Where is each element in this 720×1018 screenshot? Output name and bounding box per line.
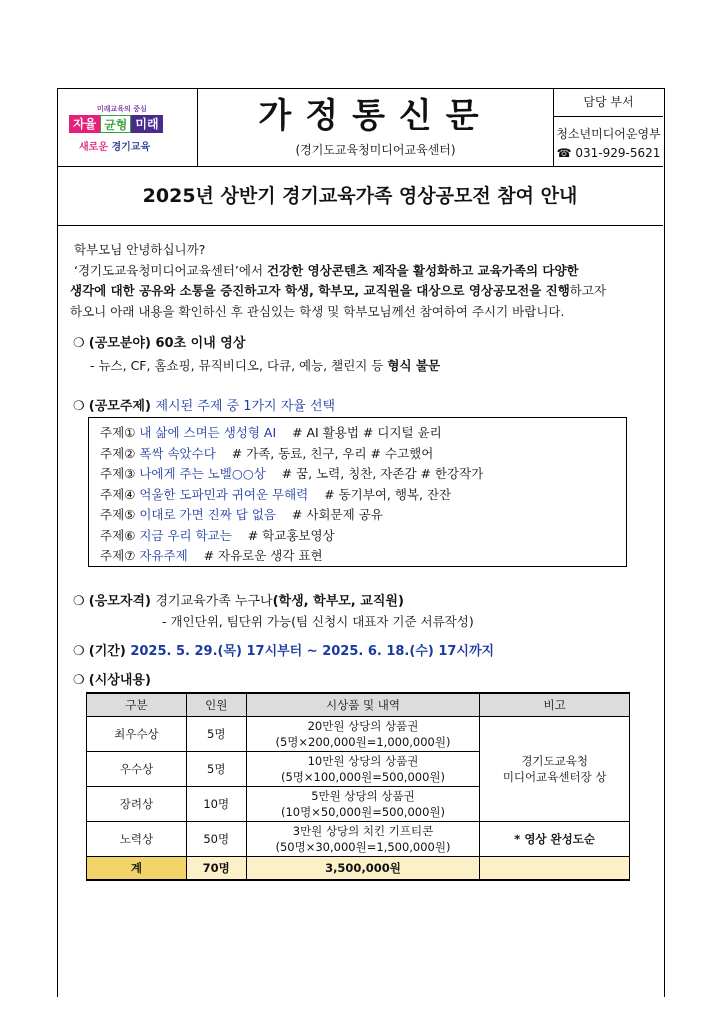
total-count: 70명 [186,857,246,881]
logo-slogan-1: 새로운 [79,142,108,153]
intro-paragraph [70,240,660,322]
logo-tagline: 미래교육의 중심 [97,105,147,113]
header-note: 비고 [480,693,630,717]
logo-words [69,115,163,133]
logo-word-3: 미래 [131,115,162,133]
topic-item: 주제⑦ 자유주제 # 자유로운 생각 표현 [100,548,323,563]
table-header-row [87,693,630,717]
award-desc: 5만원 상당의 상품권 (10명×50,000원=500,000원) [246,787,480,822]
award-desc: 10만원 상당의 상품권 (5명×100,000원=500,000원) [246,752,480,787]
table-row [87,822,630,857]
note-quality: * 영상 완성도순 [480,822,630,857]
total-row [87,857,630,881]
section-field: ❍ (공모분야) 60초 이내 영상 [73,336,246,351]
header-count: 인원 [186,693,246,717]
page-subtitle: (경기도교육청미디어교육센터) [295,143,456,157]
header-prize: 시상품 및 내역 [246,693,480,717]
topic-item: 주제③ 나에게 주는 노벨○○상 # 꿈, 노력, 칭찬, 자존감 # 한강작가 [100,466,484,481]
logo-word-2: 균형 [100,115,131,133]
header [57,88,663,167]
prize-table [86,692,630,881]
logo-word-1: 자율 [69,115,100,133]
greeting: 학부모님 안녕하십니까? [73,242,206,257]
department-label: 담당 부서 [554,88,663,117]
intro-line-1: ‘경기도교육청미디어교육센터’에서 건강한 영상콘텐츠 제작을 활성화하고 교육가족의 다양한 [73,262,579,278]
section-topic: ❍ (공모주제) 제시된 주제 중 1가지 자율 선택 [73,399,336,414]
award-name: 우수상 [87,752,187,787]
department-name: 청소년미디어운영부 [556,127,661,141]
award-count: 10명 [186,787,246,822]
intro-line-3: 하오니 아래 내용을 확인하신 후 관심있는 학생 및 학부모님께선 참여하여 주시기 바랍니다. [70,303,565,319]
award-name: 장려상 [87,787,187,822]
award-desc: 20만원 상당의 상품권 (5명×200,000원=1,000,000원) [246,717,480,752]
section-prize: ❍ (시상내용) [73,673,151,688]
topic-item: 주제① 내 삶에 스며든 생성형 AI # AI 활용법 # 디지털 윤리 [100,425,442,440]
topic-item: 주제② 폭싹 속았수다 # 가족, 동료, 친구, 우리 # 수고했어 [100,445,434,461]
award-count: 5명 [186,717,246,752]
total-note [480,857,630,881]
eligibility-detail: - 개인단위, 팀단위 가능(팀 신청시 대표자 기준 서류작성) [162,614,474,629]
logo-slogan [79,138,150,153]
department-cell [554,88,663,166]
topic-item: 주제⑥ 지금 우리 학교는 # 학교홍보영상 [100,527,335,543]
page-title: 가정통신문 [258,96,493,136]
table-row [87,717,630,752]
department-phone: ☎ 031-929-5621 [556,146,661,160]
section-period: ❍ (기간) 2025. 5. 29.(목) 17시부터 ~ 2025. 6. 18.(수) 17시까지 [73,644,495,659]
award-count: 5명 [186,752,246,787]
title-cell [198,88,554,166]
total-amount: 3,500,000원 [246,857,480,881]
field-detail: - 뉴스, CF, 홈쇼핑, 뮤직비디오, 다큐, 예능, 챌린지 등 형식 불문 [90,358,441,373]
logo [57,88,198,166]
intro-line-2: 생각에 대한 공유와 소통을 증진하고자 학생, 학부모, 교직원을 대상으로 영상공모전을 진행하고자 [70,283,607,298]
award-desc: 3만원 상당의 치킨 기프티콘 (50명×30,000원=1,500,000원) [246,822,480,857]
document-title: 2025년 상반기 경기교육가족 영상공모전 참여 안내 [57,167,663,226]
header-category: 구분 [87,693,187,717]
award-name: 노력상 [87,822,187,857]
section-eligibility: ❍ (응모자격) 경기교육가족 누구나(학생, 학부모, 교직원) [73,594,404,609]
award-name: 최우수상 [87,717,187,752]
topic-item: 주제⑤ 이대로 가면 진짜 답 없음 # 사회문제 공유 [100,507,383,522]
total-label: 계 [87,857,187,881]
logo-slogan-2: 경기교육 [111,142,151,153]
note-center-award: 경기도교육청 미디어교육센터장 상 [480,717,630,822]
topic-item: 주제④ 억울한 도파민과 귀여운 무해력 # 동기부여, 행복, 잔잔 [100,486,452,502]
award-count: 50명 [186,822,246,857]
